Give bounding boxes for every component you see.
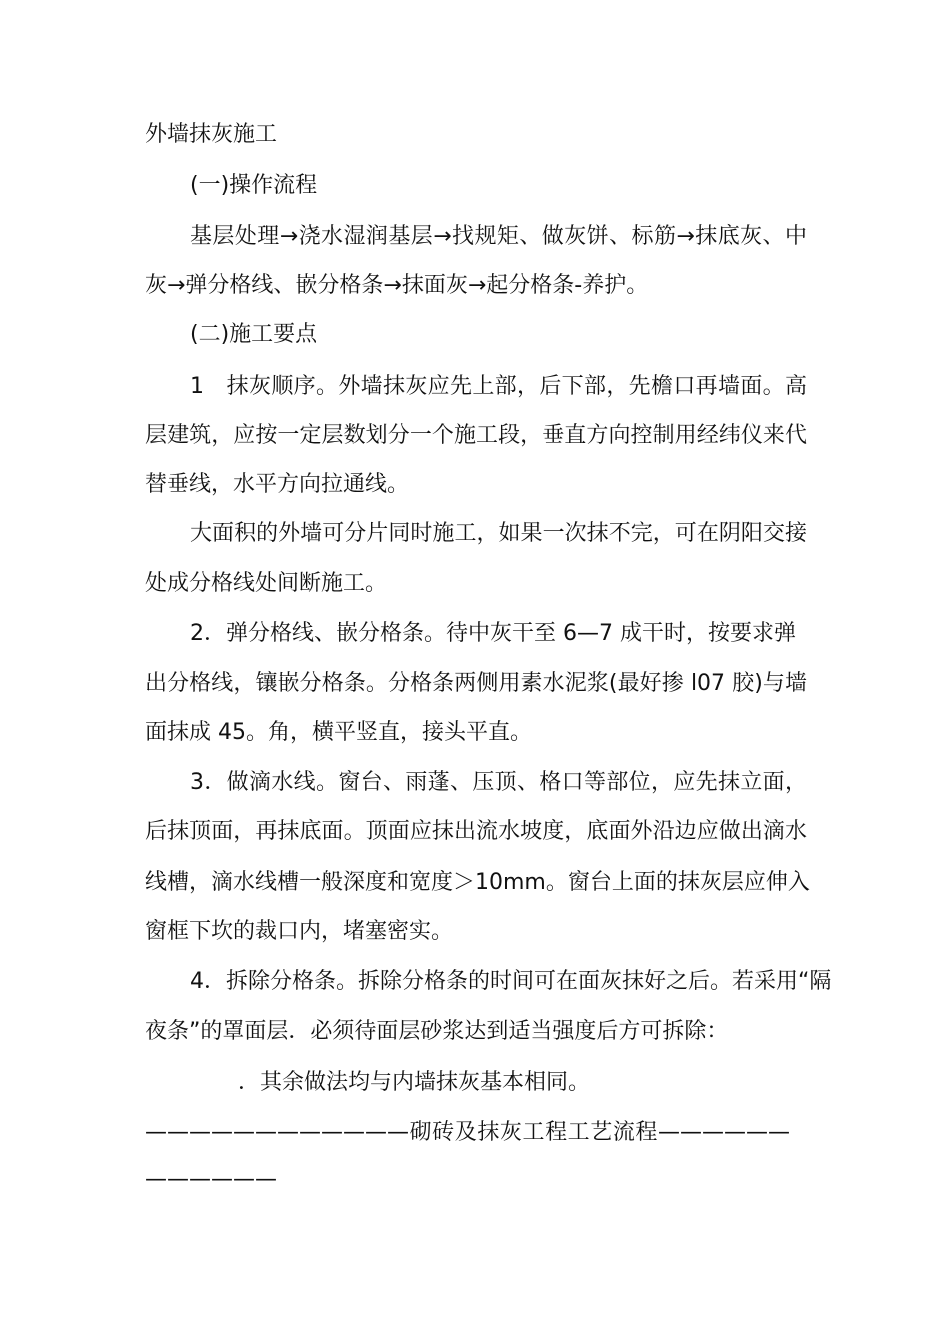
paragraph-line: 处成分格线处间断施工。 xyxy=(145,571,388,596)
paragraph-line: 3．做滴水线。窗台、雨蓬、压顶、格口等部位，应先抹立面， xyxy=(190,770,807,795)
paragraph-line: 1 抹灰顺序。外墙抹灰应先上部，后下部，先檐口再墙面。高 xyxy=(190,374,807,399)
footer-divider-line: —————— xyxy=(145,1167,277,1192)
paragraph-line: 夜条”的罩面层．必须待面层砂浆达到适当强度后方可拆除： xyxy=(145,1019,729,1044)
footer-divider-line: ————————————砌砖及抹灰工程工艺流程—————— xyxy=(145,1120,790,1145)
paragraph-line: 4．拆除分格条。拆除分格条的时间可在面灰抹好之后。若采用“隔 xyxy=(190,969,832,994)
paragraph-line: 线槽，滴水线槽一般深度和宽度＞10mm。窗台上面的抹灰层应伸入 xyxy=(145,870,810,895)
paragraph-line: 层建筑，应按一定层数划分一个施工段，垂直方向控制用经纬仪来代 xyxy=(145,423,807,448)
section-heading-operation-flow: (一)操作流程 xyxy=(190,173,318,198)
paragraph-line: 面抹成 45。角，横平竖直，接头平直。 xyxy=(145,720,532,745)
paragraph-line: 替垂线，水平方向拉通线。 xyxy=(145,472,410,497)
paragraph-line: ．其余做法均与内墙抹灰基本相同。 xyxy=(238,1070,591,1095)
document-title: 外墙抹灰施工 xyxy=(145,122,278,147)
paragraph-line: 大面积的外墙可分片同时施工，如果一次抹不完，可在阴阳交接 xyxy=(190,521,807,546)
section-heading-key-points: (二)施工要点 xyxy=(190,322,318,347)
paragraph-line: 窗框下坎的裁口内，堵塞密实。 xyxy=(145,919,454,944)
paragraph-line: 后抹顶面，再抹底面。顶面应抹出流水坡度，底面外沿边应做出滴水 xyxy=(145,819,807,844)
paragraph-line: 出分格线，镶嵌分格条。分格条两侧用素水泥浆(最好掺 l07 胶)与墙 xyxy=(145,671,807,696)
flow-text-line: 灰→弹分格线、嵌分格条→抹面灰→起分格条-养护。 xyxy=(145,273,649,298)
paragraph-line: 2．弹分格线、嵌分格条。待中灰干至 6—7 成干时，按要求弹 xyxy=(190,621,796,646)
flow-text-line: 基层处理→浇水湿润基层→找规矩、做灰饼、标筋→抹底灰、中 xyxy=(190,224,807,249)
